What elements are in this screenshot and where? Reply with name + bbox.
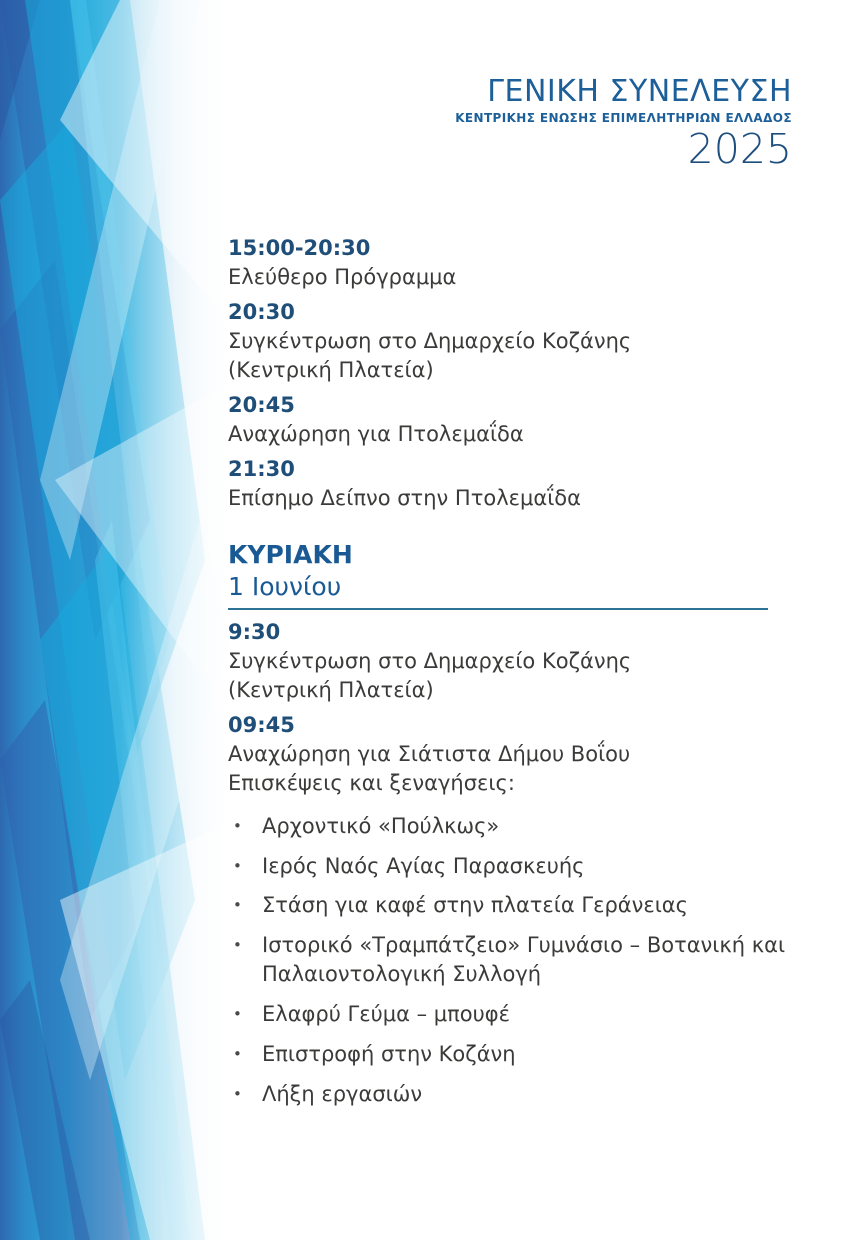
list-item <box>228 891 792 920</box>
bullet-icon: • <box>233 936 242 955</box>
schedule-entry <box>228 391 792 449</box>
day-section-header <box>228 539 792 610</box>
visit-label: Λήξη εργασιών <box>262 1082 423 1107</box>
schedule-entry <box>228 618 792 705</box>
bullet-icon: • <box>233 816 242 835</box>
entry-description: Αναχώρηση για Σιάτιστα Δήμου Βοΐου <box>228 741 631 766</box>
schedule-content <box>228 234 792 1120</box>
schedule-entry <box>228 455 792 513</box>
entry-time: 20:30 <box>228 299 295 324</box>
visit-label: Αρχοντικό «Πούλκως» <box>262 813 500 838</box>
entry-description: (Κεντρική Πλατεία) <box>228 357 434 382</box>
list-item <box>228 1040 792 1069</box>
abstract-blue-art <box>0 0 235 1240</box>
day2-entries <box>228 618 792 798</box>
visit-label: Ιστορικό «Τραμπάτζειο» Γυμνάσιο – Βοτανική και Παλαιοντολογική Συλλογή <box>262 933 786 987</box>
entry-description: Επισκέψεις και ξεναγήσεις: <box>228 770 515 795</box>
entry-time: 21:30 <box>228 456 295 481</box>
entry-time: 09:45 <box>228 712 295 737</box>
schedule-entry <box>228 298 792 385</box>
page-subtitle: ΚΕΝΤΡΙΚΗΣ ΕΝΩΣΗΣ ΕΠΙΜΕΛΗΤΗΡΙΩΝ ΕΛΛΑΔΟΣ <box>455 110 792 125</box>
visit-label: Επιστροφή στην Κοζάνη <box>262 1042 516 1067</box>
schedule-entry <box>228 234 792 292</box>
entry-description: Επίσημο Δείπνο στην Πτολεμαΐδα <box>228 485 581 510</box>
entry-time: 20:45 <box>228 392 295 417</box>
list-item <box>228 852 792 881</box>
bullet-icon: • <box>233 1085 242 1104</box>
bullet-icon: • <box>233 856 242 875</box>
entry-time: 15:00-20:30 <box>228 236 371 260</box>
bullet-icon: • <box>233 1005 242 1024</box>
day-name: ΚΥΡΙΑΚΗ <box>228 539 353 569</box>
schedule-entry <box>228 711 792 798</box>
list-item <box>228 1000 792 1029</box>
visit-label: Ιερός Ναός Αγίας Παρασκευής <box>262 853 585 878</box>
day-date: 1 Ιουνίου <box>228 572 342 602</box>
visit-label: Ελαφρύ Γεύμα – μπουφέ <box>262 1002 511 1027</box>
list-item <box>228 931 792 989</box>
bullet-icon: • <box>233 1045 242 1064</box>
entry-description: Αναχώρηση για Πτολεμαΐδα <box>228 421 524 446</box>
year-label: 2025 <box>687 124 792 173</box>
entry-description: Συγκέντρωση στο Δημαρχείο Κοζάνης <box>228 328 632 353</box>
list-item <box>228 812 792 841</box>
visits-list <box>228 812 792 1110</box>
abstract-blue-art-svg <box>0 0 235 1240</box>
entry-time: 9:30 <box>228 619 281 644</box>
page-title: ΓΕΝΙΚΗ ΣΥΝΕΛΕΥΣΗ <box>487 74 792 109</box>
entry-description: Συγκέντρωση στο Δημαρχείο Κοζάνης <box>228 648 632 673</box>
visit-label: Στάση για καφέ στην πλατεία Γεράνειας <box>262 893 688 918</box>
bullet-icon: • <box>233 896 242 915</box>
entry-description: (Κεντρική Πλατεία) <box>228 677 434 702</box>
document-header <box>455 76 792 171</box>
list-item <box>228 1080 792 1109</box>
section-divider <box>228 608 768 610</box>
entry-description: Ελεύθερο Πρόγραμμα <box>228 264 457 289</box>
